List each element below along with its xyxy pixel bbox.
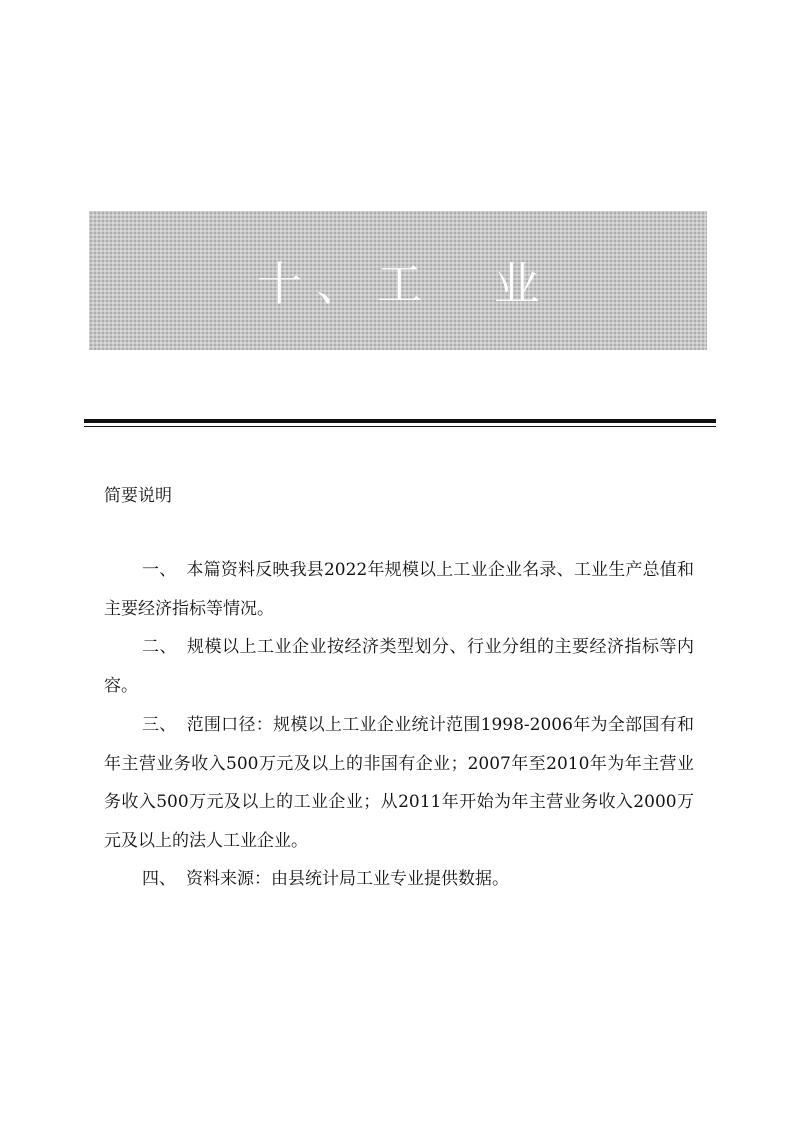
divider-thin <box>84 426 716 427</box>
paragraph-number: 二、 <box>142 637 177 657</box>
paragraph-4 <box>104 860 694 899</box>
paragraph-text: 范围口径：规模以上工业企业统计范围1998-2006年为全部国有和年主营业务收入500万元及以上的非国有企业；2007年至2010年为年主营业务收入500万元及以上的工业企业；从2011年开始为年主营业务收入2000万元及以上的法人工业企业。 <box>104 715 694 851</box>
chapter-title: 十、工 业 <box>256 256 554 311</box>
paragraph-number: 三、 <box>142 715 177 735</box>
paragraph-text: 资料来源：由县统计局工业专业提供数据。 <box>186 869 509 889</box>
paragraph-number: 一、 <box>142 560 177 580</box>
paragraph-number: 四、 <box>142 869 176 889</box>
divider-thick <box>84 419 716 423</box>
paragraph-text: 规模以上工业企业按经济类型划分、行业分组的主要经济指标等内容。 <box>104 637 694 696</box>
paragraph-2 <box>104 628 694 705</box>
section-heading: 简要说明 <box>104 486 172 506</box>
paragraph-1 <box>104 551 694 628</box>
chapter-banner <box>89 211 707 350</box>
paragraph-3 <box>104 706 694 860</box>
paragraph-text: 本篇资料反映我县2022年规模以上工业企业名录、工业生产总值和主要经济指标等情况。 <box>104 560 695 619</box>
